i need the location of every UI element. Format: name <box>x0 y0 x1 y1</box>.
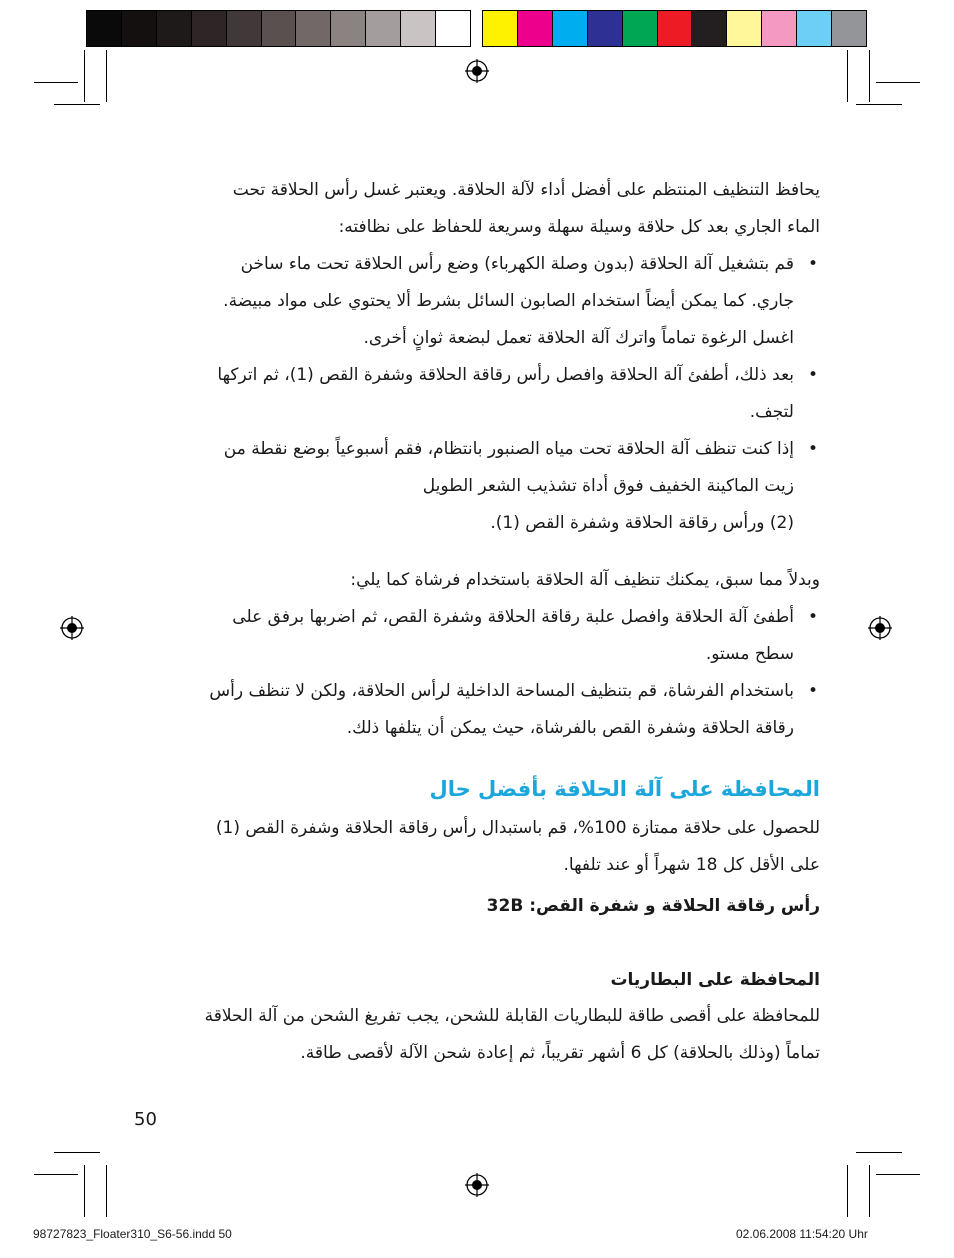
registration-mark-icon <box>465 59 489 83</box>
text-line: لتجف. <box>749 402 794 422</box>
brush-cleaning-instructions <box>150 562 820 747</box>
text-line: يحافظ التنظيف المنتظم على أفضل أداء لآلة الحلاقة. ويعتبر غسل رأس الحلاقة تحت <box>232 180 820 200</box>
registration-mark-icon <box>868 616 892 640</box>
section-heading-battery-care: المحافظة على البطاريات <box>610 970 820 990</box>
text-line: (2) ورأس رقاقة الحلاقة وشفرة القص (1). <box>490 513 794 533</box>
color-swatch <box>483 11 518 46</box>
color-swatch <box>727 11 762 46</box>
color-swatch <box>331 11 366 46</box>
gray-color-bar <box>86 10 471 47</box>
text-line: • إذا كنت تنظف آلة الحلاقة تحت مياه الصنبور بانتظام، فقم أسبوعياً بوضع نقطة من <box>223 439 794 459</box>
text-line: على الأقل كل 18 شهراً أو عند تلفها. <box>563 855 820 875</box>
crop-mark <box>847 50 848 102</box>
text-line: سطح مستو. <box>705 644 794 664</box>
process-color-bar <box>482 10 867 47</box>
cleaning-instructions <box>150 172 820 542</box>
text-line: زيت الماكينة الخفيف فوق أداة تشذيب الشعر الطويل <box>422 476 794 496</box>
crop-mark <box>856 1152 902 1153</box>
crop-mark <box>856 104 902 105</box>
color-swatch <box>296 11 331 46</box>
text-line: للمحافظة على أقصى طاقة للبطاريات القابلة للشحن، يجب تفريغ الشحن من آلة الحلاقة <box>204 1006 820 1026</box>
color-swatch <box>588 11 623 46</box>
list-item <box>150 673 820 747</box>
text-line: للحصول على حلاقة ممتازة 100%، قم باستبدال رأس رقاقة الحلاقة وشفرة القص (1) <box>215 818 820 838</box>
replacement-part-label: رأس رقاقة الحلاقة و شفرة القص: 32B <box>486 896 820 916</box>
brush-steps-list <box>150 599 820 747</box>
color-swatch <box>262 11 297 46</box>
text-line: جاري. كما يمكن أيضاً استخدام الصابون السائل بشرط ألا يحتوي على مواد مبيضة. <box>223 291 794 311</box>
color-swatch <box>658 11 693 46</box>
text-line: • أطفئ آلة الحلاقة وافصل علبة رقاقة الحلاقة وشفرة القص، ثم اضربها برفق على <box>232 607 794 627</box>
color-swatch <box>122 11 157 46</box>
crop-mark <box>34 1174 78 1175</box>
page-number: 50 <box>134 1109 157 1130</box>
section-heading-shaver-care: المحافظة على آلة الحلاقة بأفضل حال <box>429 777 820 801</box>
registration-mark-icon <box>465 1173 489 1197</box>
footer-timestamp: 02.06.2008 11:54:20 Uhr <box>736 1227 868 1241</box>
color-swatch <box>518 11 553 46</box>
crop-mark <box>876 82 920 83</box>
crop-mark <box>84 1165 85 1217</box>
crop-mark <box>54 104 100 105</box>
crop-mark <box>106 50 107 102</box>
cleaning-steps-list <box>150 246 820 542</box>
color-swatch <box>192 11 227 46</box>
shaver-care-paragraph <box>150 810 820 884</box>
crop-mark <box>847 1165 848 1217</box>
text-line: • قم بتشغيل آلة الحلاقة (بدون وصلة الكهرباء) وضع رأس الحلاقة تحت ماء ساخن <box>240 254 794 274</box>
text-line: رقاقة الحلاقة وشفرة القص بالفرشاة، حيث يمكن أن يتلفها ذلك. <box>346 718 794 738</box>
crop-mark <box>54 1152 100 1153</box>
crop-mark <box>869 1165 870 1217</box>
crop-mark <box>106 1165 107 1217</box>
text-line: • بعد ذلك، أطفئ آلة الحلاقة وافصل رأس رقاقة الحلاقة وشفرة القص (1)، ثم اتركها <box>217 365 794 385</box>
color-swatch <box>832 11 866 46</box>
intro-paragraph <box>150 172 820 246</box>
battery-care-paragraph <box>150 998 820 1072</box>
color-swatch <box>157 11 192 46</box>
list-item <box>150 599 820 673</box>
list-item <box>150 431 820 542</box>
color-swatch <box>797 11 832 46</box>
color-swatch <box>692 11 727 46</box>
crop-mark <box>876 1174 920 1175</box>
text-line: • باستخدام الفرشاة، قم بتنظيف المساحة الداخلية لرأس الحلاقة، ولكن لا تنظف رأس <box>209 681 794 701</box>
footer-file-name: 98727823_Floater310_S6-56.indd 50 <box>33 1227 232 1241</box>
color-swatch <box>623 11 658 46</box>
color-swatch <box>227 11 262 46</box>
color-swatch <box>762 11 797 46</box>
crop-mark <box>869 50 870 102</box>
color-swatch <box>87 11 122 46</box>
text-line: اغسل الرغوة تماماً واترك آلة الحلاقة تعمل لبضعة ثوانٍ أخرى. <box>363 328 794 348</box>
crop-mark <box>84 50 85 102</box>
text-line: تماماً (وذلك بالحلاقة) كل 6 أشهر تقريباً، ثم إعادة شحن الآلة لأقصى طاقة. <box>300 1043 820 1063</box>
color-swatch <box>436 11 470 46</box>
list-item <box>150 357 820 431</box>
color-swatch <box>401 11 436 46</box>
color-swatch <box>366 11 401 46</box>
color-swatch <box>553 11 588 46</box>
crop-mark <box>34 82 78 83</box>
text-line: الماء الجاري بعد كل حلاقة وسيلة سهلة وسريعة للحفاظ على نظافته: <box>338 217 820 237</box>
list-item <box>150 246 820 357</box>
text-line: وبدلاً مما سبق، يمكنك تنظيف آلة الحلاقة باستخدام فرشاة كما يلي: <box>350 570 820 590</box>
registration-mark-icon <box>60 616 84 640</box>
